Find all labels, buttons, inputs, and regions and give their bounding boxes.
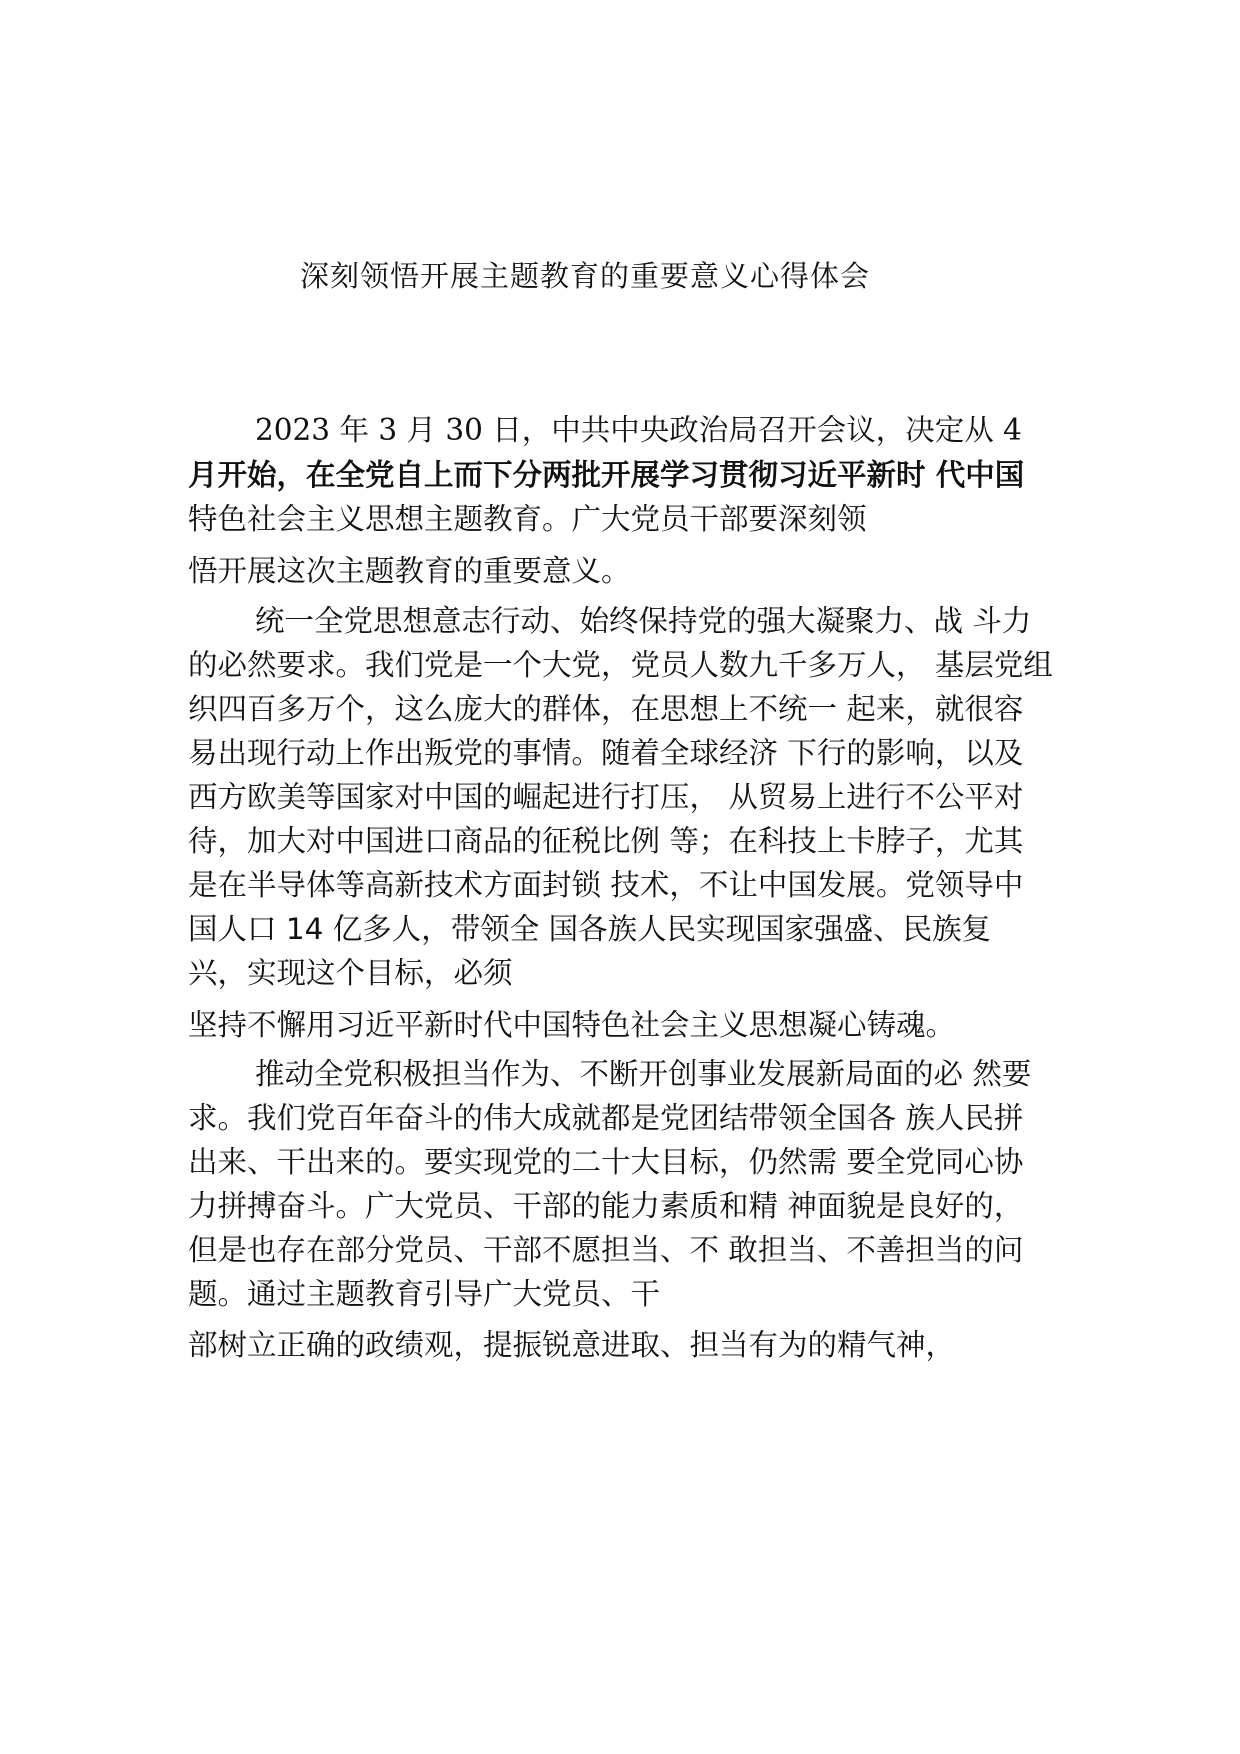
paragraph-1-line-3: 特色社会主义思想主题教育。广大党员干部要深刻领: [188, 502, 867, 536]
paragraph-3-line-4: 力拼搏奋斗。广大党员、干部的能力素质和精 神面貌是良好的，: [188, 1189, 1024, 1223]
paragraph-2-line-9: 兴，实现这个目标，必须: [188, 956, 513, 990]
paragraph-2-line-7: 是在半导体等高新技术方面封锁 技术，不让中国发展。党领导中: [188, 868, 1024, 902]
paragraph-2-line-6: 待，加大对中国进口商品的征税比例 等；在科技上卡脖子，尤其: [188, 824, 1024, 858]
paragraph-3-line-6: 题。通过主题教育引导广大党员、干: [188, 1277, 661, 1311]
paragraph-2-line-3: 织四百多万个，这么庞大的群体，在思想上不统一 起来，就很容: [188, 692, 1024, 726]
paragraph-3-line-7: 部树立正确的政绩观，提振锐意进取、担当有为的精气神，: [188, 1328, 956, 1362]
document-title: 深刻领悟开展主题教育的重要意义心得体会: [300, 259, 871, 293]
paragraph-2-line-8: 国人口 14 亿多人，带领全 国各族人民实现国家强盛、民族复: [188, 912, 992, 946]
paragraph-2-line-4: 易出现行动上作出叛党的事情。随着全球经济 下行的影响，以及: [188, 736, 1024, 770]
paragraph-2-line-1: 统一全党思想意志行动、始终保持党的强大凝聚力、战 斗力: [255, 604, 1032, 638]
paragraph-3-line-1: 推动全党积极担当作为、不断开创事业发展新局面的必 然要: [255, 1057, 1032, 1091]
paragraph-2-line-10: 坚持不懈用习近平新时代中国特色社会主义思想凝心铸魂。: [188, 1008, 956, 1042]
paragraph-1-line-1: 2023 年 3 月 30 日，中共中央政治局召开会议，决定从 4: [255, 413, 1022, 447]
paragraph-1-line-2: 月开始，在全党自上而下分两批开展学习贯彻习近平新时 代中国: [188, 458, 1025, 492]
paragraph-2-line-5: 西方欧美等国家对中国的崛起进行打压， 从贸易上进行不公平对: [188, 780, 1024, 814]
paragraph-3-line-5: 但是也存在部分党员、干部不愿担当、不 敢担当、不善担当的问: [188, 1233, 1024, 1267]
paragraph-3-line-2: 求。我们党百年奋斗的伟大成就都是党团结带领全国各 族人民拼: [188, 1101, 1024, 1135]
paragraph-1-line-4: 悟开展这次主题教育的重要意义。: [188, 554, 631, 588]
paragraph-2-line-2: 的必然要求。我们党是一个大党，党员人数九千多万人， 基层党组: [188, 648, 1053, 682]
paragraph-3-line-3: 出来、干出来的。要实现党的二十大目标，仍然需 要全党同心协: [188, 1145, 1024, 1179]
